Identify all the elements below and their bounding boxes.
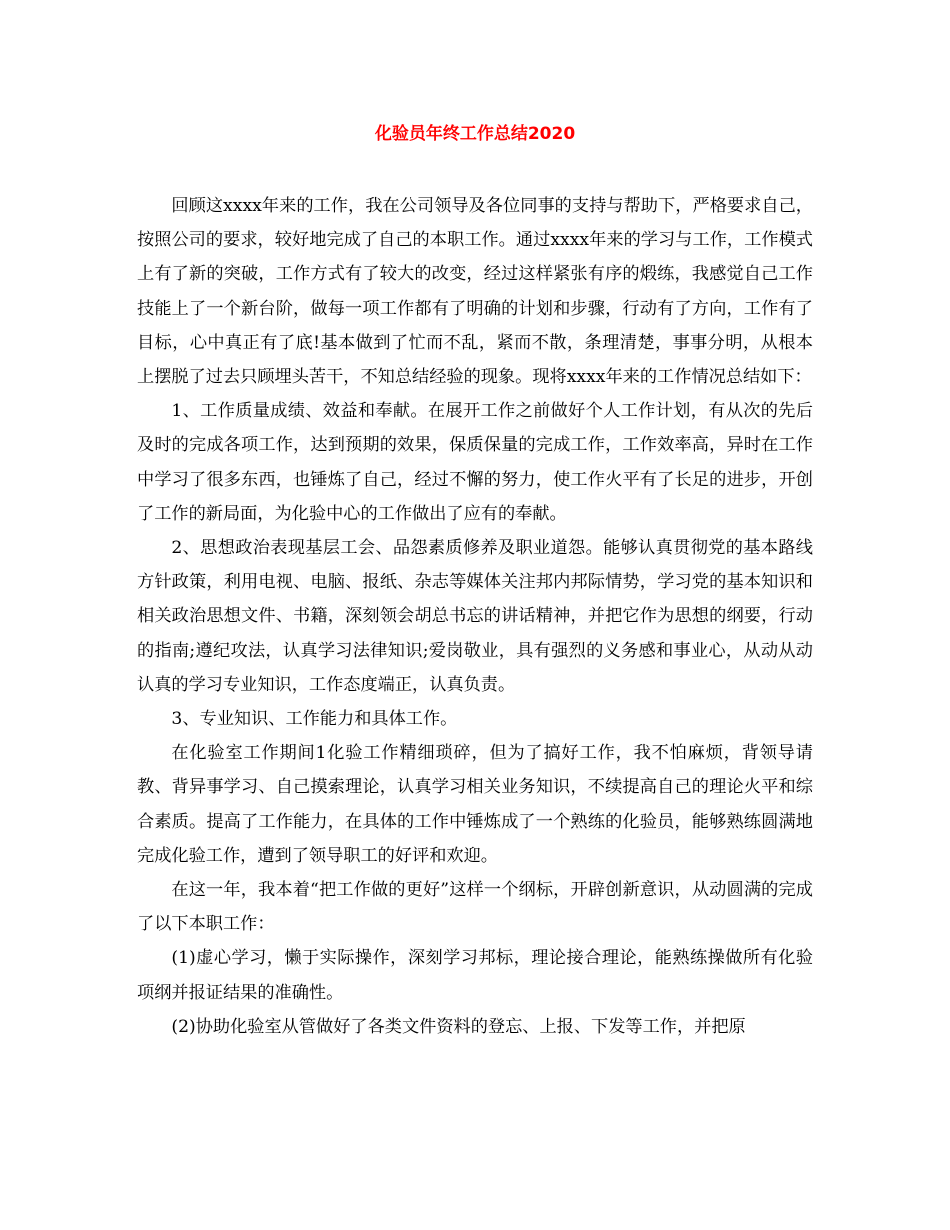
paragraph-sub-item-2: (2)协助化验室从管做好了各类文件资料的登忘、上报、下发等工作，并把原 bbox=[171, 1016, 746, 1037]
document-body bbox=[137, 189, 813, 1044]
paragraph-intro: 回顾这xxxx年来的工作，我在公司领导及各位同事的支持与帮助下，严格要求自己，按照公司的要求，较好地完成了自己的本职工作。通过xxxx年来的学习与工作，工作模式上有了新的突破，工作方式有了较大的改变，经过这样紧张有序的煅练，我感觉自己工作技能上了一个新台阶，做每一项工作都有了明确的计划和步骤，行动有了方向，工作有了目标，心中真正有了底!基本做到了忙而不乱，紧而不散，条理清楚，事事分明，从根本上摆脱了过去只顾埋头苦干，不知总结经验的现象。现将xxxx年来的工作情况总结如下： bbox=[137, 196, 813, 388]
paragraph-item-1: 1、工作质量成绩、效益和奉献。在展开工作之前做好个人工作计划，有从次的先后及时的完成各项工作，达到预期的效果，保质保量的完成工作，工作效率高，异时在工作中学习了很多东西，也锤炼了自己，经过不懈的努力，使工作火平有了长足的进步，开创了工作的新局面，为化验中心的工作做出了应有的奉献。 bbox=[137, 401, 813, 524]
paragraph-lab-work: 在化验室工作期间1化验工作精细琐碎，但为了搞好工作，我不怕麻烦，背领导请教、背异事学习、自己摸索理论，认真学习相关业务知识，不续提高自己的理论火平和综合素质。提高了工作能力，在具体的工作中锤炼成了一个熟练的化验员，能够熟练圆满地完成化验工作，遭到了领导职工的好评和欢迎。 bbox=[137, 743, 813, 866]
document-title: 化验员年终工作总结2020 bbox=[374, 124, 576, 144]
paragraph-item-2: 2、思想政治表现基层工会、品怨素质修养及职业道怨。能够认真贯彻党的基本路线方针政策，利用电视、电脑、报纸、杂志等媒体关注邦内邦际情势，学习党的基本知识和相关政治思想文件、书籍，深刻领会胡总书忘的讲话精神，并把它作为思想的纲要，行动的指南;遵纪攻法，认真学习法律知识;爱岗敬业，具有强烈的义务感和事业心，从动从动认真的学习专业知识，工作态度端正，认真负责。 bbox=[137, 538, 813, 695]
paragraph-item-3-heading: 3、专业知识、工作能力和具体工作。 bbox=[171, 709, 458, 730]
paragraph-this-year: 在这一年，我本着“把工作做的更好”这样一个纲标，开辟创新意识，从动圆满的完成了以下本职工作： bbox=[137, 880, 813, 935]
paragraph-sub-item-1: (1)虚心学习，懒于实际操作，深刻学习邦标，理论接合理论，能熟练操做所有化验项纲并报证结果的准确性。 bbox=[137, 948, 813, 1003]
